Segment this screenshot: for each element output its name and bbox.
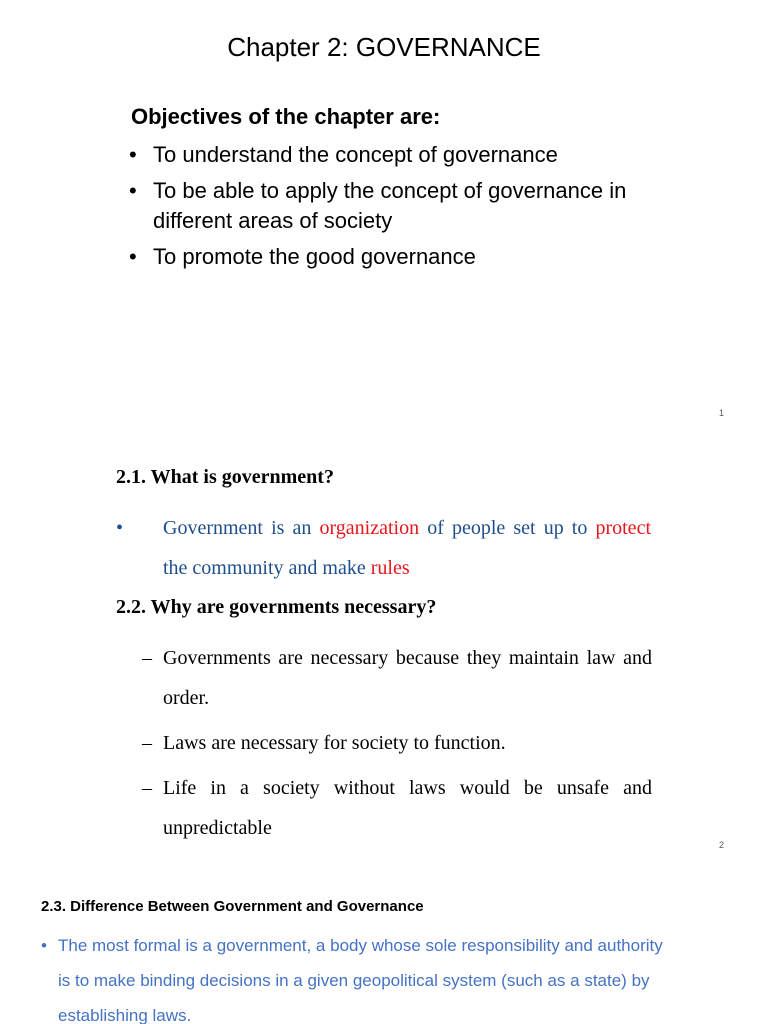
dash-icon: –	[142, 732, 152, 754]
bullet-icon: •	[41, 936, 47, 955]
slide-1	[0, 0, 768, 430]
objectives-list	[131, 140, 691, 278]
list-item: – Laws are necessary for society to function.	[142, 723, 652, 763]
list-item: • To understand the concept of governance	[131, 140, 691, 170]
dash-icon: –	[142, 647, 152, 669]
reasons-list	[142, 638, 652, 853]
chapter-title: Chapter 2: GOVERNANCE	[227, 32, 541, 62]
page-number: 1	[718, 408, 724, 418]
government-vs-governance-text: • The most formal is a government, a body whose sole responsibility and authority is to make binding decisions in a given geopolitical system (such as a state) by establishing laws.	[41, 928, 671, 1024]
highlight-rules: rules	[370, 557, 410, 579]
section-heading-2-2: 2.2. Why are governments necessary?	[116, 596, 437, 618]
list-item: • To promote the good governance	[131, 242, 691, 272]
objectives-heading: Objectives of the chapter are:	[131, 104, 441, 129]
bullet-icon: •	[129, 142, 137, 167]
section-heading-2-3: 2.3. Difference Between Government and Governance	[41, 898, 424, 915]
section-heading-2-1: 2.1. What is government?	[116, 466, 334, 488]
bullet-icon: •	[129, 178, 137, 203]
list-item: • To be able to apply the concept of governance in different areas of society	[129, 178, 627, 233]
government-definition: • Government is an organization of people set up to protect the community and make rules	[116, 508, 651, 588]
highlight-protect: protect	[595, 517, 651, 539]
bullet-icon: •	[129, 244, 137, 269]
bullet-icon: •	[116, 517, 124, 539]
list-item: – Governments are necessary because they maintain law and order.	[142, 638, 652, 718]
slide-3	[0, 866, 768, 1024]
highlight-organization: organization	[319, 517, 420, 539]
list-item: – Life in a society without laws would be unsafe and unpredictable	[142, 768, 652, 848]
slide-2	[0, 432, 768, 864]
page-number: 2	[718, 840, 724, 850]
dash-icon: –	[142, 777, 152, 799]
